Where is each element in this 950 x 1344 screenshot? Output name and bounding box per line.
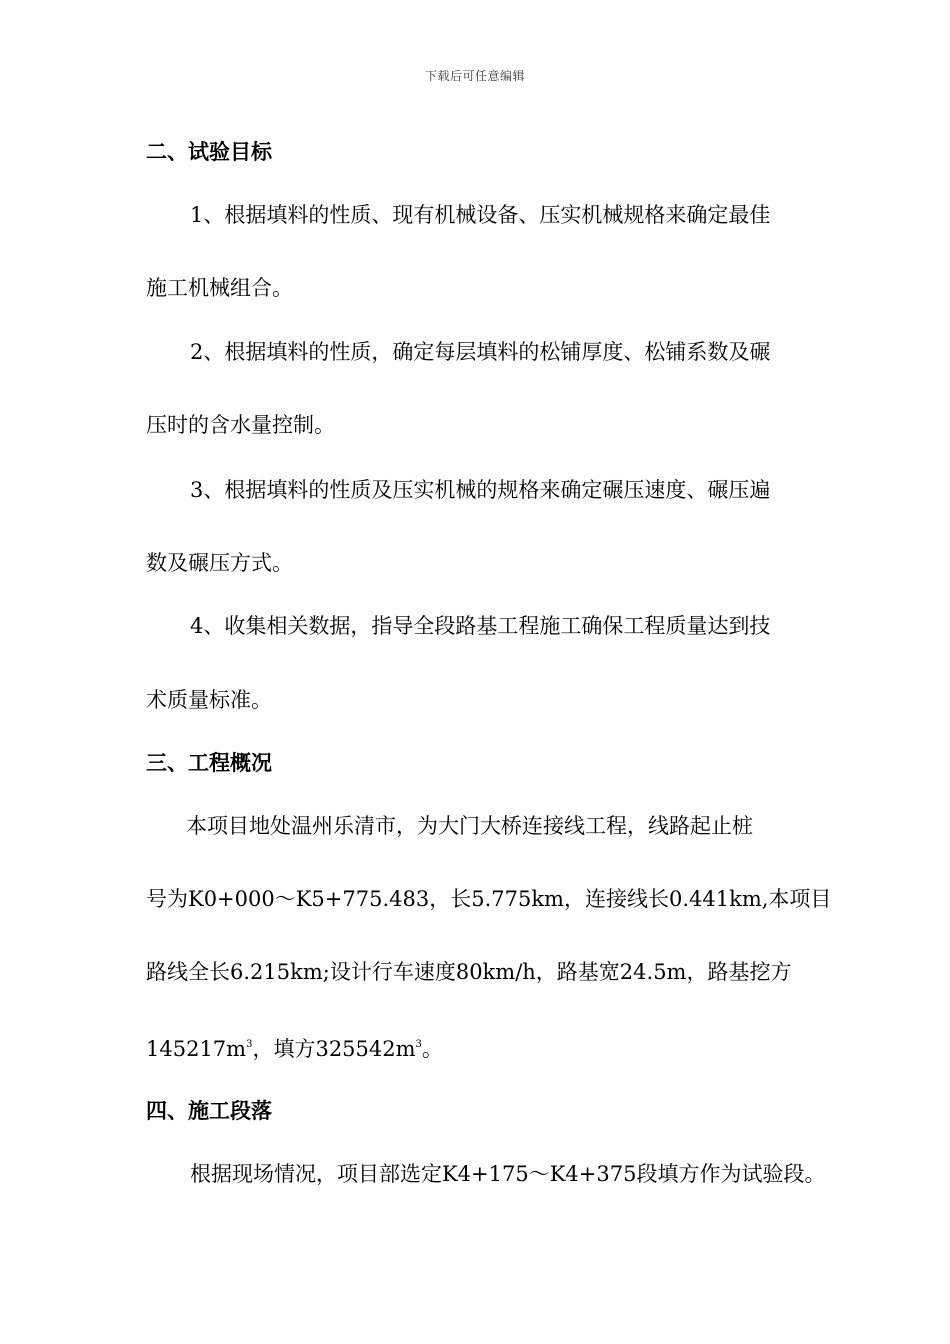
goal-item-2-line-2: 压时的含水量控制。	[146, 413, 335, 437]
cubic-superscript: 3	[246, 1039, 253, 1050]
section-heading-overview: 三、工程概况	[146, 751, 272, 775]
sentence-end: 。	[421, 1037, 443, 1061]
section-heading-segment: 四、施工段落	[146, 1099, 272, 1123]
goal-item-1-line-2: 施工机械组合。	[146, 276, 293, 300]
section-heading-goals: 二、试验目标	[146, 140, 272, 164]
overview-line-3: 路线全长6.215km;设计行车速度80km/h，路基宽24.5m，路基挖方	[146, 960, 792, 984]
overview-line-4	[146, 1035, 443, 1063]
goal-item-2-line-1: 2、根据填料的性质，确定每层填料的松铺厚度、松铺系数及碾	[190, 340, 771, 364]
header-note: 下载后可任意编辑	[424, 69, 525, 83]
goal-item-4-line-2: 术质量标准。	[146, 688, 272, 712]
goal-item-3-line-2: 数及碾压方式。	[146, 551, 293, 575]
goal-item-3-line-1: 3、根据填料的性质及压实机械的规格来确定碾压速度、碾压遍	[190, 478, 771, 502]
fill-volume-text: ，填方325542m	[252, 1037, 416, 1061]
goal-item-1-line-1: 1、根据填料的性质、现有机械设备、压实机械规格来确定最佳	[190, 203, 771, 227]
segment-line-1: 根据现场情况，项目部选定K4+175～K4+375段填方作为试验段。	[190, 1162, 826, 1186]
excavation-volume: 145217m	[146, 1037, 247, 1061]
overview-line-2: 号为K0+000～K5+775.483，长5.775km，连接线长0.441km,本项目	[146, 887, 832, 911]
overview-line-1: 本项目地处温州乐清市，为大门大桥连接线工程，线路起止桩	[186, 814, 753, 838]
goal-item-4-line-1: 4、收集相关数据，指导全段路基工程施工确保工程质量达到技	[190, 614, 771, 638]
cubic-superscript: 3	[415, 1039, 422, 1050]
